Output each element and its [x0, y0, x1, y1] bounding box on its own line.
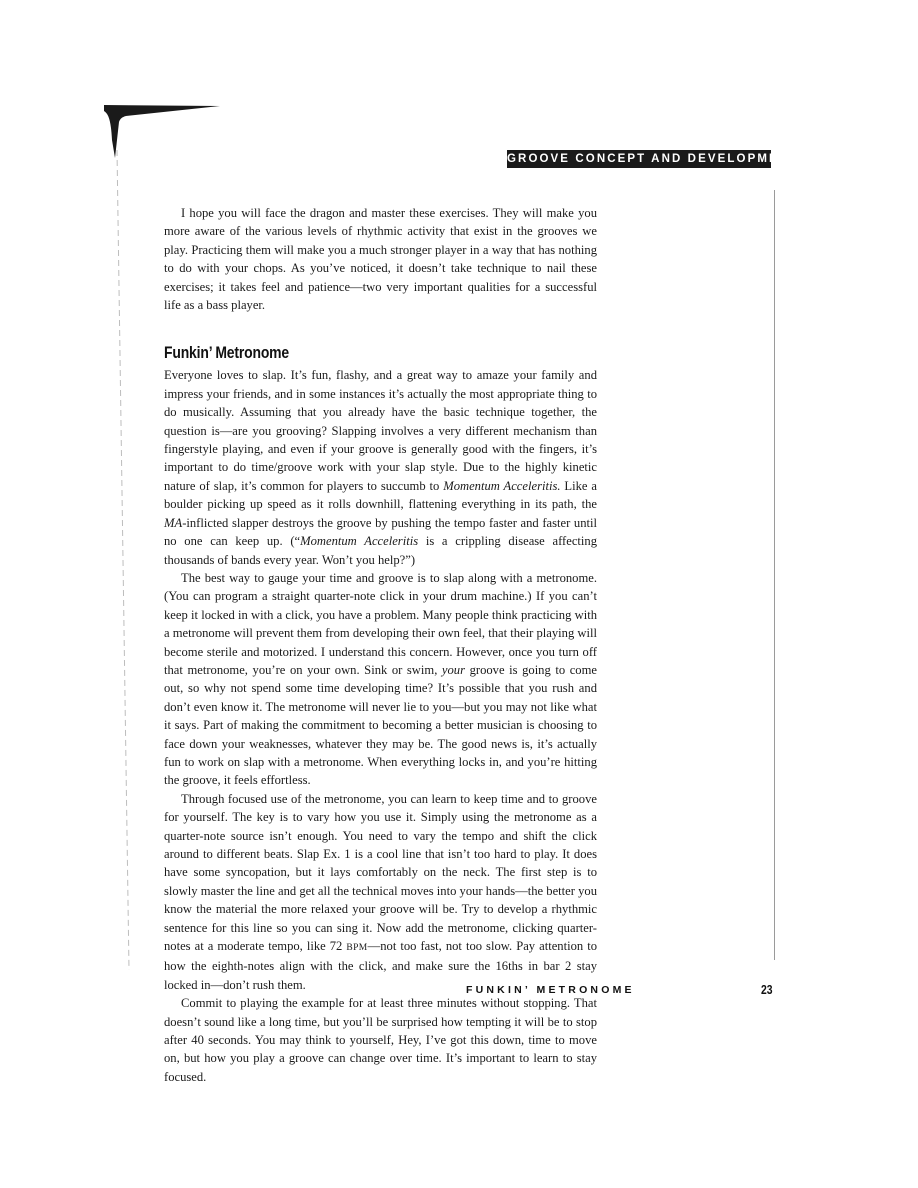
running-footer: FUNKIN’ METRONOME: [466, 984, 635, 996]
paragraph-2: [164, 569, 597, 790]
text-run: -inflicted slapper destroys the groove by pushing the tempo faster and faster until no one can keep up. (“: [164, 515, 597, 549]
text-run: Everyone loves to slap. It’s fun, flashy, and a great way to amaze your family and impress your friends, and in some instances it’s actually the most appropriate thing to do musically. Assuming that you already have the basic technique together, the question is—are you grooving? Slapping involves a very different mechanism than fingerstyle playing, and even if your groove is generally good with the fingers, it’s important to do time/groove work with your slap style. Due to the highly kinetic nature of slap, it’s common for players to succumb to: [164, 368, 597, 493]
small-caps: BPM: [346, 943, 368, 954]
emphasis: your: [441, 662, 466, 677]
running-header: GROOVE CONCEPT AND DEVELOPMENT: [507, 150, 771, 168]
emphasis: MA: [164, 515, 183, 530]
intro-paragraph: I hope you will face the dragon and master these exercises. They will make you more aware of the various levels of rhythmic activity that exist in the grooves we play. Practicing them will make you a much stronger player in a way that has nothing to do with your chops. As you’ve noticed, it doesn’t take technique to nail these exercises; it takes feel and patience—two very important qualities for a successful life as a bass player.: [164, 206, 597, 313]
paragraph-1: [164, 366, 597, 568]
emphasis: Momentum Acceleritis: [300, 534, 419, 549]
page-number: 23: [761, 982, 773, 997]
text-run: is a crippling disease affecting thousands of bands every year. Won’t you help?”): [164, 534, 598, 567]
text-run: The best way to gauge your time and groove is to slap along with a metronome. (You can program a straight quarter-note click in your drum machine.) If you can’t keep it locked in with a click, you have a problem. Many people think practicing with a metronome will prevent them from developing their own feel, that their playing will become sterile and motorized. I understand this concern. However, once you turn off that metronome, you’re on your own. Sink or swim,: [164, 570, 597, 677]
margin-rule: [774, 190, 775, 960]
paragraph-3: [164, 790, 597, 994]
text-run: Through focused use of the metronome, you can learn to keep time and to groove for yourself. The key is to vary how you use it. Simply using the metronome as a quarter-note source isn’t enough. You need to vary the tempo and shift the click around to different beats. Slap Ex. 1 is a cool line that isn’t too hard to play. It does have some syncopation, but it lays comfortably on the neck. The first step is to slowly master the line and get all the technical moves into your hands—the better you know the material the more relaxed your groove will be. Try to develop a rhythmic sentence for this line so you can sing it. Now add the metronome, clicking quarter-notes at a moderate tempo, like 72: [164, 791, 597, 954]
paragraph-4: Commit to playing the example for at least three minutes without stopping. That doesn’t sound like a long time, but you’ll be surprised how tempting it will be to stop after 40 seconds. You may think to yourself, Hey, I’ve got this down, time to move on, but how you play a groove can change over time. It’s important to learn to stay focused.: [164, 996, 597, 1084]
text-run: groove is going to come out, so why not spend some time developing time? It’s possible that you rush and don’t even know it. The metronome will never lie to you—but you may not like what it says. Part of making the commitment to becoming a better musician is choosing to face down your weaknesses, whatever they may be. The good news is, it’s actually fun to work on slap with a metronome. When everything locks in, and you’re hitting the groove, it feels effortless.: [164, 662, 597, 788]
section-funkin-metronome: [164, 342, 597, 1086]
body-text: [164, 204, 597, 1086]
emphasis: Momentum Acceleritis.: [443, 478, 561, 493]
section-heading: Funkin’ Metronome: [164, 343, 290, 363]
text-run: —not too fast, not too slow. Pay attention to how the eighth-notes align with the click, and make sure the 16ths in bar 2 stay locked in—don’t rush them.: [164, 939, 597, 992]
text-run: Like a boulder picking up speed as it rolls downhill, flattening everything in its path, the: [164, 478, 597, 512]
